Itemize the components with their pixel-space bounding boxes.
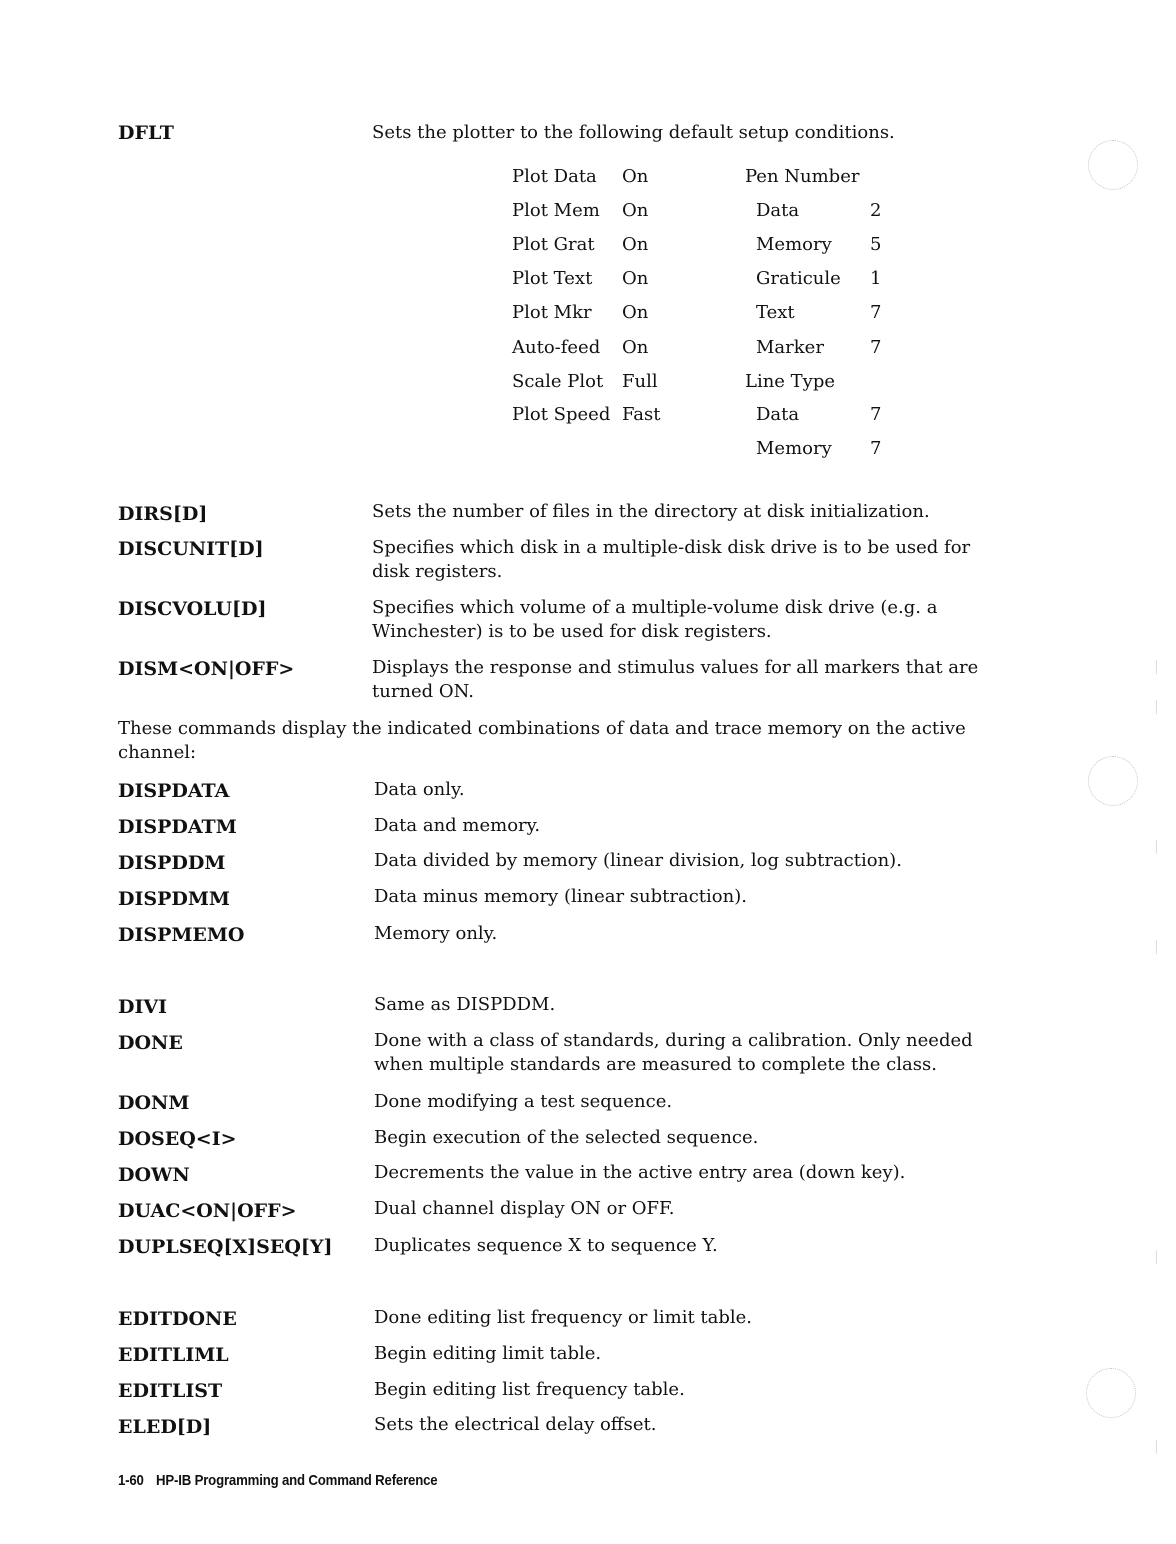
- command-description: Duplicates sequence X to sequence Y.: [374, 1235, 718, 1256]
- punch-hole-decoration: [1088, 140, 1138, 190]
- line-type-value: 7: [870, 438, 882, 459]
- setting-value: Fast: [622, 404, 661, 425]
- command-description: Same as DISPDDM.: [374, 994, 556, 1015]
- setting-value: On: [622, 268, 649, 289]
- setting-label: Plot Grat: [512, 234, 595, 255]
- command-name: EDITLIST: [118, 1380, 223, 1402]
- command-name: DISPDATM: [118, 816, 237, 838]
- pen-value: 7: [870, 302, 882, 323]
- command-description: Decrements the value in the active entry area (down key).: [374, 1162, 906, 1183]
- pen-value: 5: [870, 234, 882, 255]
- command-description: Done modifying a test sequence.: [374, 1091, 673, 1112]
- command-description: Sets the number of files in the directory at disk initialization.: [372, 501, 930, 522]
- line-type-value: 7: [870, 404, 882, 425]
- command-description: Begin execution of the selected sequence.: [374, 1127, 759, 1148]
- command-description: Sets the electrical delay offset.: [374, 1414, 657, 1435]
- setting-value: Full: [622, 371, 658, 392]
- setting-label: Auto-feed: [512, 337, 601, 358]
- command-name: DUAC<ON|OFF>: [118, 1200, 297, 1222]
- command-description: Data only.: [374, 779, 465, 800]
- pen-value: 7: [870, 337, 882, 358]
- command-name: DONE: [118, 1032, 183, 1054]
- command-description: Data divided by memory (linear division, log subtraction).: [374, 850, 902, 871]
- edge-mark-decoration: [1156, 660, 1157, 674]
- command-name: DONM: [118, 1092, 190, 1114]
- command-description: Data minus memory (linear subtraction).: [374, 886, 747, 907]
- edge-mark-decoration: [1156, 840, 1157, 854]
- dflt-description: Sets the plotter to the following default setup conditions.: [372, 122, 895, 143]
- punch-hole-decoration: [1088, 756, 1138, 806]
- command-name: DOWN: [118, 1164, 190, 1186]
- command-description: Done editing list frequency or limit table.: [374, 1307, 753, 1328]
- setting-label: Plot Data: [512, 166, 597, 187]
- command-name: DISPDDM: [118, 852, 226, 874]
- command-name: DIRS[D]: [118, 503, 208, 525]
- line-type-heading: Line Type: [745, 371, 836, 392]
- command-name: ELED[D]: [118, 1416, 212, 1438]
- edge-mark-decoration: [1156, 700, 1157, 714]
- line-type-label: Data: [756, 404, 800, 425]
- command-description: Memory only.: [374, 923, 498, 944]
- command-name: DUPLSEQ[X]SEQ[Y]: [118, 1236, 333, 1258]
- setting-label: Plot Text: [512, 268, 593, 289]
- page-footer: [118, 1472, 437, 1489]
- punch-hole-decoration: [1086, 1368, 1136, 1418]
- command-name: DISM<ON|OFF>: [118, 658, 295, 680]
- pen-label: Marker: [756, 337, 824, 358]
- command-name: DISPDMM: [118, 888, 230, 910]
- command-name: EDITDONE: [118, 1308, 237, 1330]
- setting-label: Plot Speed: [512, 404, 611, 425]
- command-description: Done with a class of standards, during a calibration. Only needed when multiple standards are measured to complete the class.: [374, 1030, 973, 1075]
- footer-title: HP-IB Programming and Command Reference: [156, 1472, 438, 1489]
- command-name: DISCUNIT[D]: [118, 538, 264, 560]
- command-description: Begin editing limit table.: [374, 1343, 602, 1364]
- edge-mark-decoration: [1156, 940, 1157, 954]
- command-description: Begin editing list frequency table.: [374, 1379, 685, 1400]
- command-name: DOSEQ<I>: [118, 1128, 237, 1150]
- command-name: DISCVOLU[D]: [118, 598, 267, 620]
- setting-label: Scale Plot: [512, 371, 604, 392]
- pen-number-heading: Pen Number: [745, 166, 860, 187]
- command-name: DISPMEMO: [118, 924, 245, 946]
- pen-label: Memory: [756, 234, 832, 255]
- pen-label: Graticule: [756, 268, 841, 289]
- setting-value: On: [622, 302, 649, 323]
- setting-label: Plot Mem: [512, 200, 600, 221]
- pen-value: 1: [870, 268, 882, 289]
- command-description: Specifies which volume of a multiple-volume disk drive (e.g. a Winchester) is to be used for disk registers.: [372, 597, 938, 642]
- setting-value: On: [622, 200, 649, 221]
- pen-label: Text: [756, 302, 795, 323]
- setting-value: On: [622, 337, 649, 358]
- pen-value: 2: [870, 200, 882, 221]
- command-name: DISPDATA: [118, 780, 230, 802]
- command-description: Data and memory.: [374, 815, 541, 836]
- command-name: EDITLIML: [118, 1344, 229, 1366]
- command-description: Specifies which disk in a multiple-disk disk drive is to be used for disk registers.: [372, 537, 971, 582]
- line-type-label: Memory: [756, 438, 832, 459]
- edge-mark-decoration: [1156, 1250, 1157, 1264]
- setting-value: On: [622, 234, 649, 255]
- page-number: 1-60: [118, 1472, 144, 1489]
- command-description: Displays the response and stimulus values for all markers that are turned ON.: [372, 657, 979, 702]
- setting-value: On: [622, 166, 649, 187]
- pen-label: Data: [756, 200, 800, 221]
- edge-mark-decoration: [1156, 1440, 1157, 1454]
- command-dflt: DFLT: [118, 122, 174, 144]
- command-name: DIVI: [118, 996, 167, 1018]
- display-commands-intro: These commands display the indicated combinations of data and trace memory on the active channel:: [118, 718, 966, 763]
- command-description: Dual channel display ON or OFF.: [374, 1198, 675, 1219]
- setting-label: Plot Mkr: [512, 302, 592, 323]
